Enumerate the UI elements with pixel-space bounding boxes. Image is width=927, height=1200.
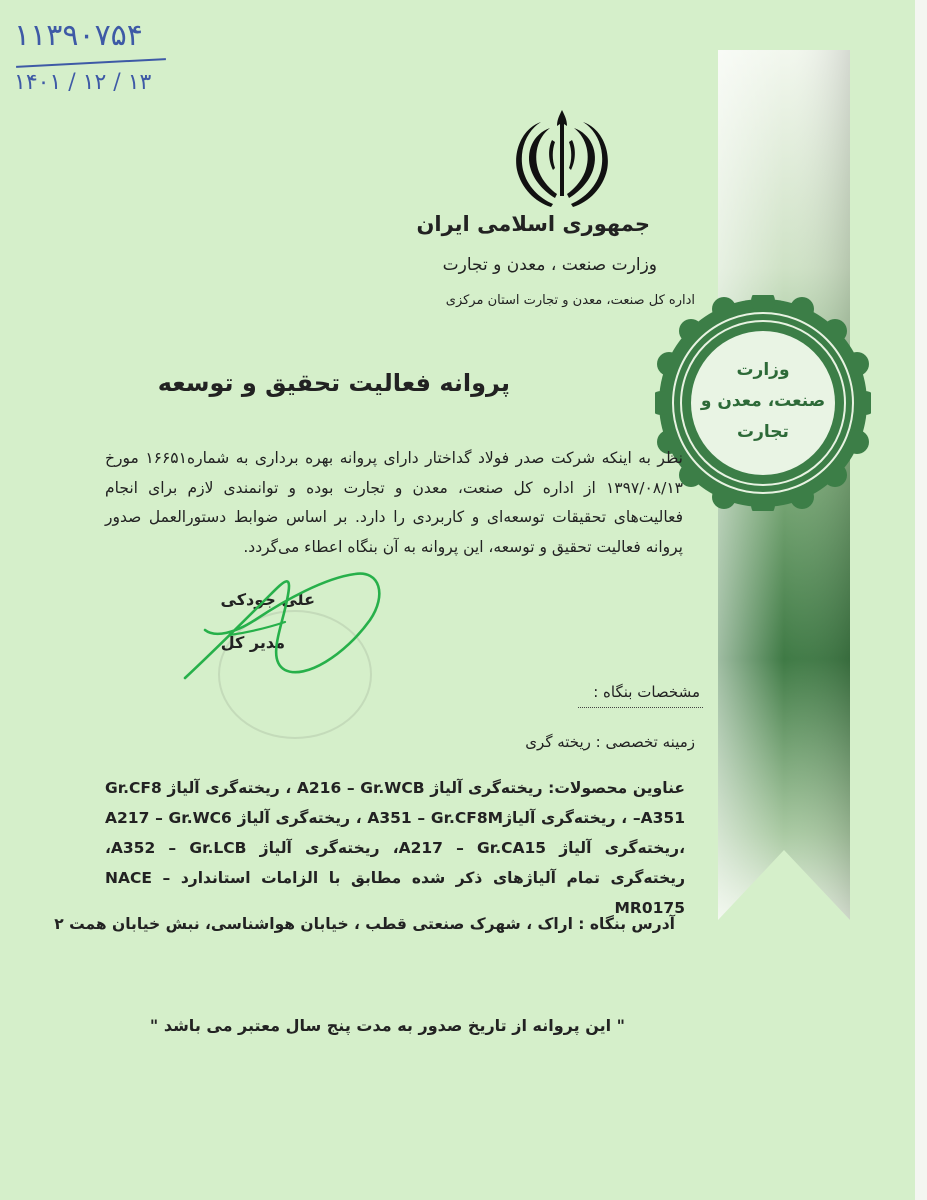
specs-label: مشخصات بنگاه : [593,683,700,701]
office-heading: اداره کل صنعت، معدن و تجارت استان مرکزی [445,293,695,308]
seal-line-3: تجارت [737,422,789,442]
ministry-heading: وزارت صنعت ، معدن و تجارت [442,255,657,275]
signatory-position: مدیر کل [220,633,285,652]
certificate-title: پروانه فعالیت تحقیق و توسعه [157,369,510,397]
scan-edge [915,0,927,1200]
ministry-seal [655,295,871,511]
company-address: آدرس بنگاه : اراک ، شهرک صنعتی قطب ، خیابان هواشناسی، نبش خیابان همت ۲ [54,915,675,933]
seal-line-2: صنعت، معدن و [700,391,826,411]
products-list: عناوین محصولات: ریخته‌گری آلیاژ A216 – Gr.WCB ، ریخته‌گری آلیاژ Gr.CF8 A351– ، ریخته‌گری آلیاژA351 – Gr.CF8M ، ریخته‌گری آلیاژ A217 – Gr.WC6 ،ریخته‌گری آلیاژ A217 – Gr.CA15، ریخته‌گری آلیاژ A352 – Gr.LCB، ریخته‌گری تمام آلیاژهای ذکر شده مطابق با الزامات استاندارد NACE – MR0175 [105,779,685,917]
body-paragraph: نظر به اینکه شرکت صدر فولاد گداختار دارای پروانه بهره برداری به شماره۱۶۶۵۱ مورخ ۱۳۹۷/۰۸/۱۳ از اداره کل صنعت، معدن و تجارت بوده و توانمندی لازم برای انجام فعالیت‌های تحقیقات توسعه‌ای و کاربردی را دارد. بر اساس ضوابط دستورالعمل صدور پروانه فعالیت تحقیق و توسعه، این پروانه به آن بنگاه اعطاء می‌گردد. [105,449,683,556]
signatory-name: علی جودکی [220,590,315,609]
iran-emblem-icon [515,108,610,212]
handwritten-underline [16,58,166,68]
specialty-field: زمینه تخصصی : ریخته گری [525,733,695,751]
seal-line-1: وزارت [736,360,790,380]
handwritten-date: ۱۴۰۱ / ۱۲ / ۱۳ [14,70,152,95]
specs-underline [578,707,703,708]
republic-heading: جمهوری اسلامی ایران [416,212,650,236]
signature-mark [175,560,390,689]
validity-note: " این پروانه از تاریخ صدور به مدت پنج سال معتبر می باشد " [149,1016,625,1035]
handwritten-number: ۱۱۳۹۰۷۵۴ [14,18,143,53]
